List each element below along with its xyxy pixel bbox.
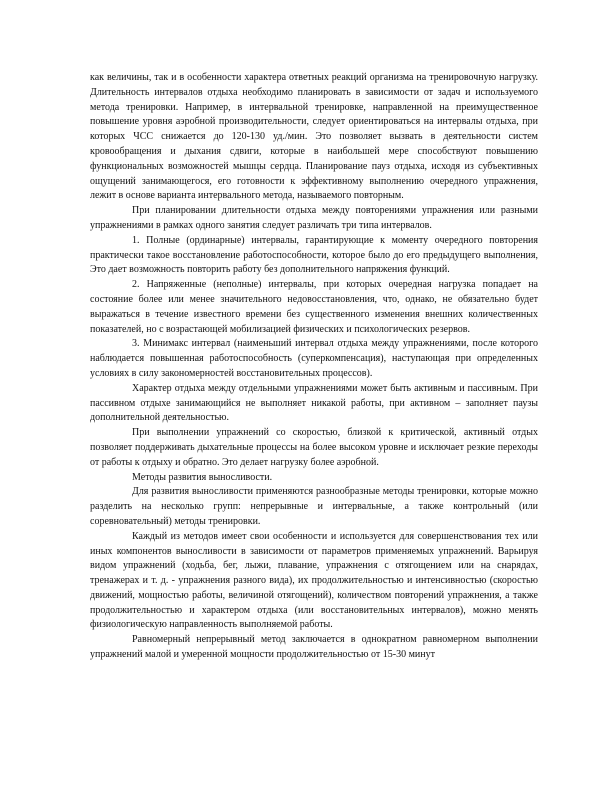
paragraph: Для развития выносливости применяются разнообразные методы тренировки, которые можно разделить на несколько групп: непрерывные и интервальные, а также контрольный (или соревновательный) методы тренировки. [90, 486, 538, 527]
paragraph: 1. Полные (ординарные) интервалы, гарантирующие к моменту очередного повторения практически такое восстановление работоспособности, которое было до его предыдущего выполнения, Это дает возможность повторить работу без дополнительного напряжения функций. [90, 234, 538, 276]
paragraph: 3. Минимакс интервал (наименьший интервал отдыха между упражнениями, после которого наблюдается повышенная работоспособность (суперкомпенсация), наступающая при определенных условиях в силу закономерностей восстановительных процессов). [90, 338, 538, 379]
body-text [90, 71, 538, 663]
paragraph: Каждый из методов имеет свои особенности и используется для совершенствования тех или иных компонентов выносливости в зависимости от параметров применяемых упражнений. Варьируя видом упражнений (ходьба, бег, лыжи, плавание, упражнения с отягощением или на снарядах, тренажерах и т. д. - упражнения разного вида), их продолжительностью и интенсивностью (скоростью движений, мощностью работы, величиной отягощений), количеством повторений упражнения, а также продолжительностью и характером отдыха (или восстановительных интервалов), можно менять физиологическую направленность выполняемой работы. [90, 530, 538, 631]
paragraph: Равномерный непрерывный метод заключается в однократном равномерном выполнении упражнений малой и умеренной мощности продолжительностью от 15-30 минут [90, 634, 538, 661]
paragraph: При выполнении упражнений со скоростью, близкой к критической, активный отдых позволяет поддерживать дыхательные процессы на более высоком уровне и исключает резкие переходы от работы к отдыху и обратно. Это делает нагрузку более аэробной. [90, 427, 538, 468]
section-heading: Методы развития выносливости. [132, 471, 273, 483]
paragraph: При планировании длительности отдыха между повторениями упражнения или разными упражнениями в рамках одного занятия следует различать три типа интервалов. [90, 205, 538, 231]
paragraph: Характер отдыха между отдельными упражнениями может быть активным и пассивным. При пассивном отдыхе занимающийся не выполняет никакой работы, при активном – заполняет паузы дополнительной деятельностью. [90, 382, 538, 424]
paragraph: 2. Напряженные (неполные) интервалы, при которых очередная нагрузка попадает на состояние более или менее значительного недовосстановления, что, однако, не обязательно будет выражаться в течение известного времени без существенного изменения внешних количественных показателей, но с возрастающей мобилизацией физических и психологических резервов. [90, 279, 538, 335]
paragraph: как величины, так и в особенности характера ответных реакций организма на тренировочную нагрузку. Длительность интервалов отдыха необходимо планировать в зависимости от задач и используемого метода тренировки. Например, в интервальной тренировке, направленной на преимущественное повышение уровня аэробной производительности, следует ориентироваться на интервалы отдыха, при которых ЧСС снижается до 120-130 уд./мин. Это позволяет вызвать в деятельности систем кровообращения и дыхания сдвиги, которые в наибольшей мере способствуют повышению функциональных возможностей мышцы сердца. Планирование пауз отдыха, исходя из субъективных ощущений занимающегося, его готовности к эффективному выполнению очередного упражнения, лежит в основе варианта интервального метода, называемого повторным. [90, 72, 538, 202]
